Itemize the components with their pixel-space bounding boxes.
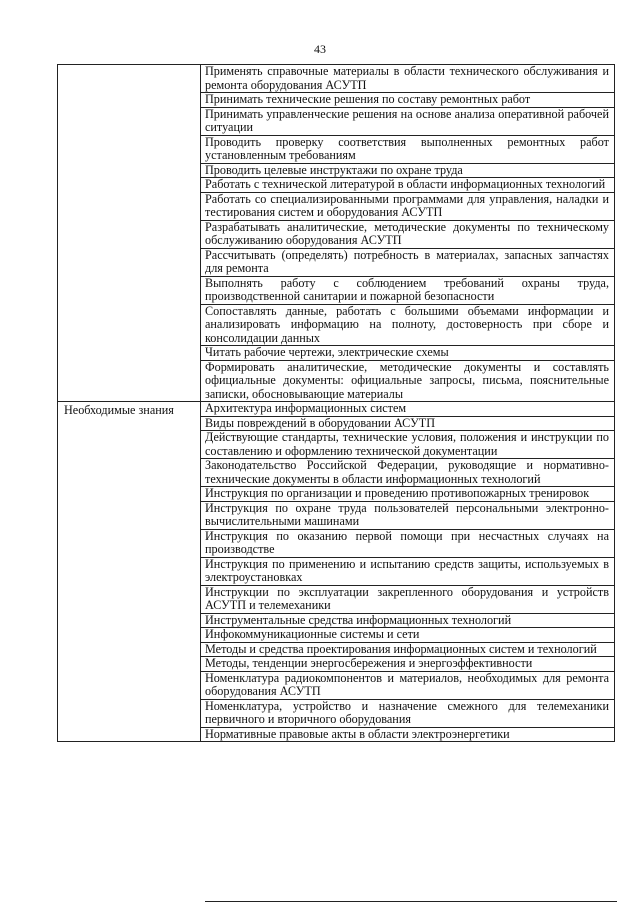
list-item: Методы и средства проектирования информационных систем и технологий — [201, 643, 614, 658]
items-cell — [201, 65, 615, 402]
row-label-cell — [58, 402, 201, 742]
list-item: Инструкция по организации и проведению противопожарных тренировок — [201, 487, 614, 502]
list-item: Инструкция по оказанию первой помощи при несчастных случаях на производстве — [201, 530, 614, 558]
page-number: 43 — [314, 42, 326, 56]
row-label: Необходимые знания — [64, 403, 174, 417]
list-item: Принимать управленческие решения на основе анализа оперативной рабочей ситуации — [201, 108, 614, 136]
list-item: Действующие стандарты, технические условия, положения и инструкции по составлению и оформлению технической документации — [201, 431, 614, 459]
row-label — [58, 65, 200, 67]
list-item: Работать с технической литературой в области информационных технологий — [201, 178, 614, 193]
list-item: Инструментальные средства информационных технологий — [201, 614, 614, 629]
list-item: Выполнять работу с соблюдением требований охраны труда, производственной санитарии и пожарной безопасности — [201, 277, 614, 305]
list-item: Номенклатура радиокомпонентов и материалов, необходимых для ремонта оборудования АСУТП — [201, 672, 614, 700]
bottom-rule — [205, 901, 617, 902]
row-label-cell — [58, 65, 201, 402]
table-row — [58, 402, 615, 742]
list-item: Нормативные правовые акты в области электроэнергетики — [205, 726, 510, 741]
list-item: Инструкция по охране труда пользователей персональными электронно-вычислительными машинами — [201, 502, 614, 530]
list-item: Читать рабочие чертежи, электрические схемы — [201, 346, 614, 361]
list-item: Работать со специализированными программами для управления, наладки и тестирования систем и оборудования АСУТП — [201, 193, 614, 221]
list-item: Инструкции по эксплуатации закрепленного оборудования и устройств АСУТП и телемеханики — [201, 586, 614, 614]
competency-table — [57, 64, 615, 742]
list-item: Сопоставлять данные, работать с большими объемами информации и анализировать информацию на полноту, достоверность при сборе и консолидации данных — [201, 305, 614, 347]
list-item: Архитектура информационных систем — [201, 402, 614, 417]
list-item: Инфокоммуникационные системы и сети — [201, 628, 614, 643]
list-item: Проводить целевые инструктажи по охране труда — [201, 164, 614, 179]
list-item: Применять справочные материалы в области технического обслуживания и ремонта оборудования АСУТП — [201, 65, 614, 93]
table-row — [58, 65, 615, 402]
list-item: Методы, тенденции энергосбережения и энергоэффективности — [201, 657, 614, 672]
items-cell — [201, 402, 615, 742]
list-item: Принимать технические решения по составу ремонтных работ — [201, 93, 614, 108]
list-item: Разрабатывать аналитические, методические документы по техническому обслуживанию оборудования АСУТП — [201, 221, 614, 249]
list-item: Рассчитывать (определять) потребность в материалах, запасных запчастях для ремонта — [201, 249, 614, 277]
list-item: Виды повреждений в оборудовании АСУТП — [201, 417, 614, 432]
list-item: Законодательство Российской Федерации, руководящие и нормативно-технические документы в области информационных технологий — [201, 459, 614, 487]
list-item: Номенклатура, устройство и назначение смежного для телемеханики первичного и вторичного оборудования — [201, 700, 614, 728]
list-item: Формировать аналитические, методические документы и составлять официальные документы: официальные запросы, письма, пояснительные записки, обосновывающие материалы — [205, 359, 609, 401]
list-item: Проводить проверку соответствия выполненных ремонтных работ установленным требованиям — [201, 136, 614, 164]
list-item: Инструкция по применению и испытанию средств защиты, используемых в электроустановках — [201, 558, 614, 586]
